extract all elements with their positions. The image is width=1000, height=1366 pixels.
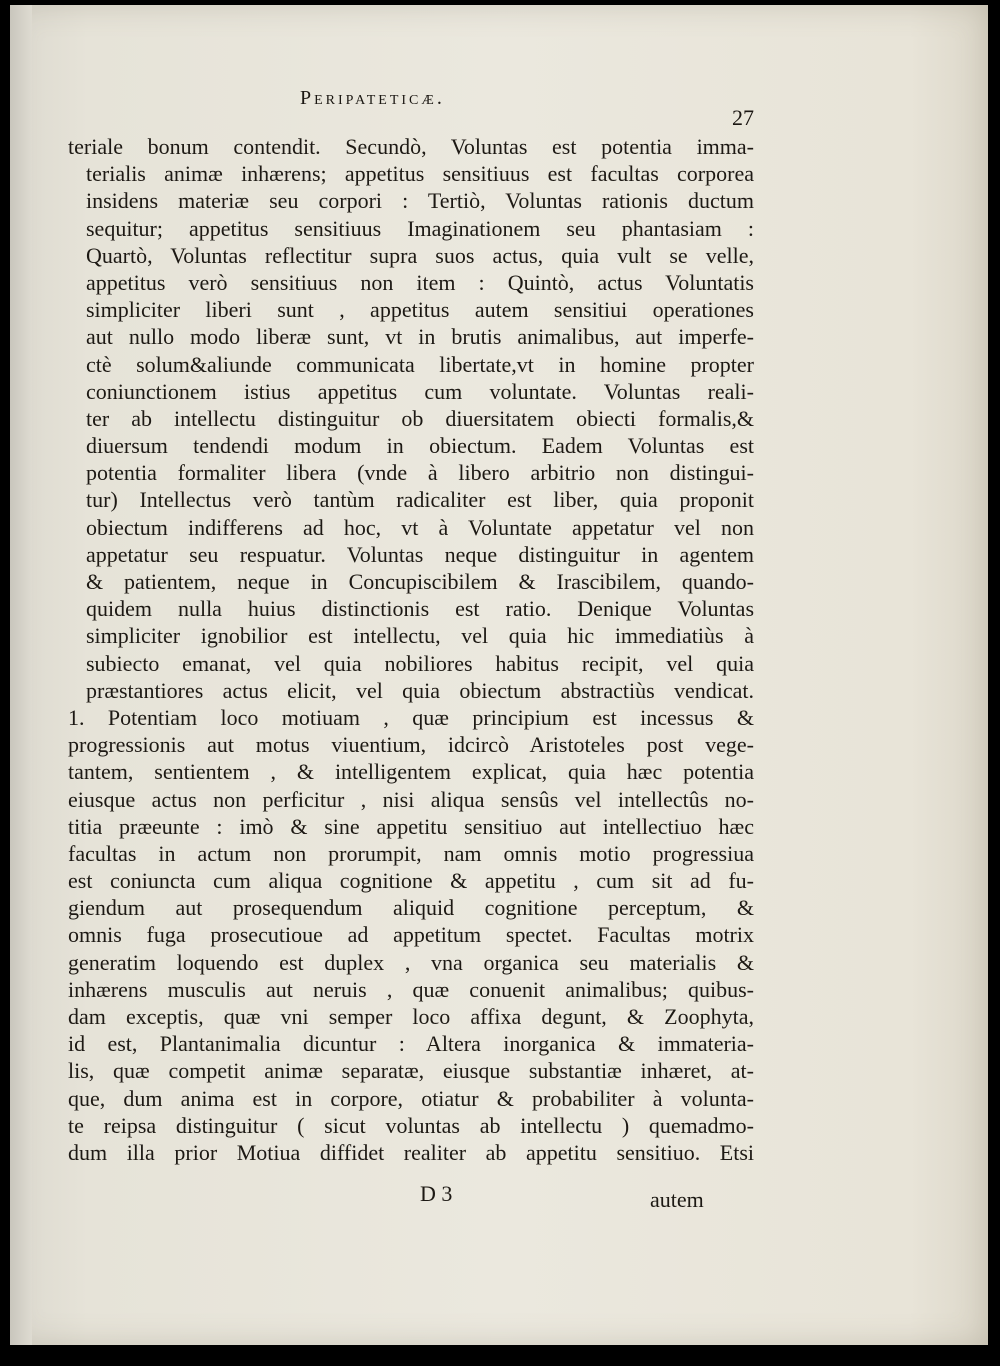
page-number: 27 bbox=[732, 105, 754, 130]
text-line: insidens materiæ seu corpori : Tertiò, Voluntas rationis ductum bbox=[86, 188, 754, 214]
text-line: Quartò, Voluntas reflectitur supra suos actus, quia vult se velle, bbox=[86, 242, 754, 268]
body-text bbox=[68, 133, 754, 1166]
text-line: generatim loquendo est duplex , vna organica seu materialis & bbox=[68, 949, 754, 975]
text-line: 1. Potentiam loco motiuam , quæ principium est incessus & bbox=[68, 704, 754, 730]
text-line: ctè solum&aliunde communicata libertate,vt in homine propter bbox=[86, 351, 754, 377]
text-line: simpliciter ignobilior est intellectu, vel quia hic immediatiùs à bbox=[86, 623, 754, 649]
text-line: simpliciter liberi sunt , appetitus autem sensitiui operationes bbox=[86, 297, 754, 323]
text-line: quidem nulla huius distinctionis est ratio. Denique Voluntas bbox=[86, 596, 754, 622]
text-line: ter ab intellectu distinguitur ob diuersitatem obiecti formalis,& bbox=[86, 405, 754, 431]
text-line: tantem, sentientem , & intelligentem explicat, quia hæc potentia bbox=[68, 759, 754, 785]
text-line: terialis animæ inhærens; appetitus sensitiuus est facultas corporea bbox=[86, 161, 754, 187]
text-line: potentia formaliter libera (vnde à libero arbitrio non distingui- bbox=[86, 460, 754, 486]
text-line: tur) Intellectus verò tantùm radicaliter est liber, quia proponit bbox=[86, 487, 754, 513]
text-line: appetitus verò sensitiuus non item : Quintò, actus Voluntatis bbox=[86, 269, 754, 295]
text-line: facultas in actum non prorumpit, nam omnis motio progressiua bbox=[68, 840, 754, 866]
text-line: dum illa prior Motiua diffidet realiter ab appetitu sensitiuo. Etsi bbox=[68, 1139, 754, 1165]
text-line: est coniuncta cum aliqua cognitione & appetitu , cum sit ad fu- bbox=[68, 868, 754, 894]
text-line: appetatur seu respuatur. Voluntas neque distinguitur in agentem bbox=[86, 541, 754, 567]
text-line: teriale bonum contendit. Secundò, Voluntas est potentia imma- bbox=[68, 134, 754, 159]
text-line: coniunctionem istius appetitus cum voluntate. Voluntas reali- bbox=[86, 378, 754, 404]
text-line: que, dum anima est in corpore, otiatur & probabiliter à volunta- bbox=[68, 1085, 754, 1111]
text-line: te reipsa distinguitur ( sicut voluntas ab intellectu ) quemadmo- bbox=[68, 1112, 754, 1138]
text-line: diuersum tendendi modum in obiectum. Eadem Voluntas est bbox=[86, 433, 754, 459]
text-line: aut nullo modo liberæ sunt, vt in brutis animalibus, aut imperfe- bbox=[86, 324, 754, 350]
text-line: progressionis aut motus viuentium, idcircò Aristoteles post vege- bbox=[68, 732, 754, 758]
book-page bbox=[10, 5, 988, 1345]
text-line: eiusque actus non perficitur , nisi aliqua sensûs vel intellectûs no- bbox=[68, 786, 754, 812]
page-edge bbox=[10, 5, 32, 1345]
running-title: Peripateticæ. bbox=[300, 87, 445, 109]
catchword: autem bbox=[650, 1187, 704, 1212]
text-line: giendum aut prosequendum aliquid cognitione perceptum, & bbox=[68, 895, 754, 921]
page-footer bbox=[10, 1181, 988, 1221]
text-line: omnis fuga prosecutioue ad appetitum spectet. Facultas motrix bbox=[68, 922, 754, 948]
text-line: subiecto emanat, vel quia nobiliores habitus recipit, vel quia bbox=[86, 650, 754, 676]
text-line: sequitur; appetitus sensitiuus Imaginationem seu phantasiam : bbox=[86, 215, 754, 241]
signature-mark: D 3 bbox=[420, 1181, 453, 1206]
text-line: titia præeunte : imò & sine appetitu sensitiuo aut intellectiuo hæc bbox=[68, 813, 754, 839]
text-line: inhærens musculis aut neruis , quæ conuenit animalibus; quibus- bbox=[68, 976, 754, 1002]
text-line: id est, Plantanimalia dicuntur : Altera inorganica & immateria- bbox=[68, 1031, 754, 1057]
text-line: & patientem, neque in Concupiscibilem & Irascibilem, quando- bbox=[86, 569, 754, 594]
running-head bbox=[10, 87, 988, 130]
text-line: dam exceptis, quæ vni semper loco affixa degunt, & Zoophyta, bbox=[68, 1004, 754, 1029]
text-line: obiectum indifferens ad hoc, vt à Voluntate appetatur vel non bbox=[86, 514, 754, 540]
text-line: lis, quæ competit animæ separatæ, eiusque substantiæ inhæret, at- bbox=[68, 1058, 754, 1084]
text-line: præstantiores actus elicit, vel quia obiectum abstractiùs vendicat. bbox=[86, 677, 754, 703]
